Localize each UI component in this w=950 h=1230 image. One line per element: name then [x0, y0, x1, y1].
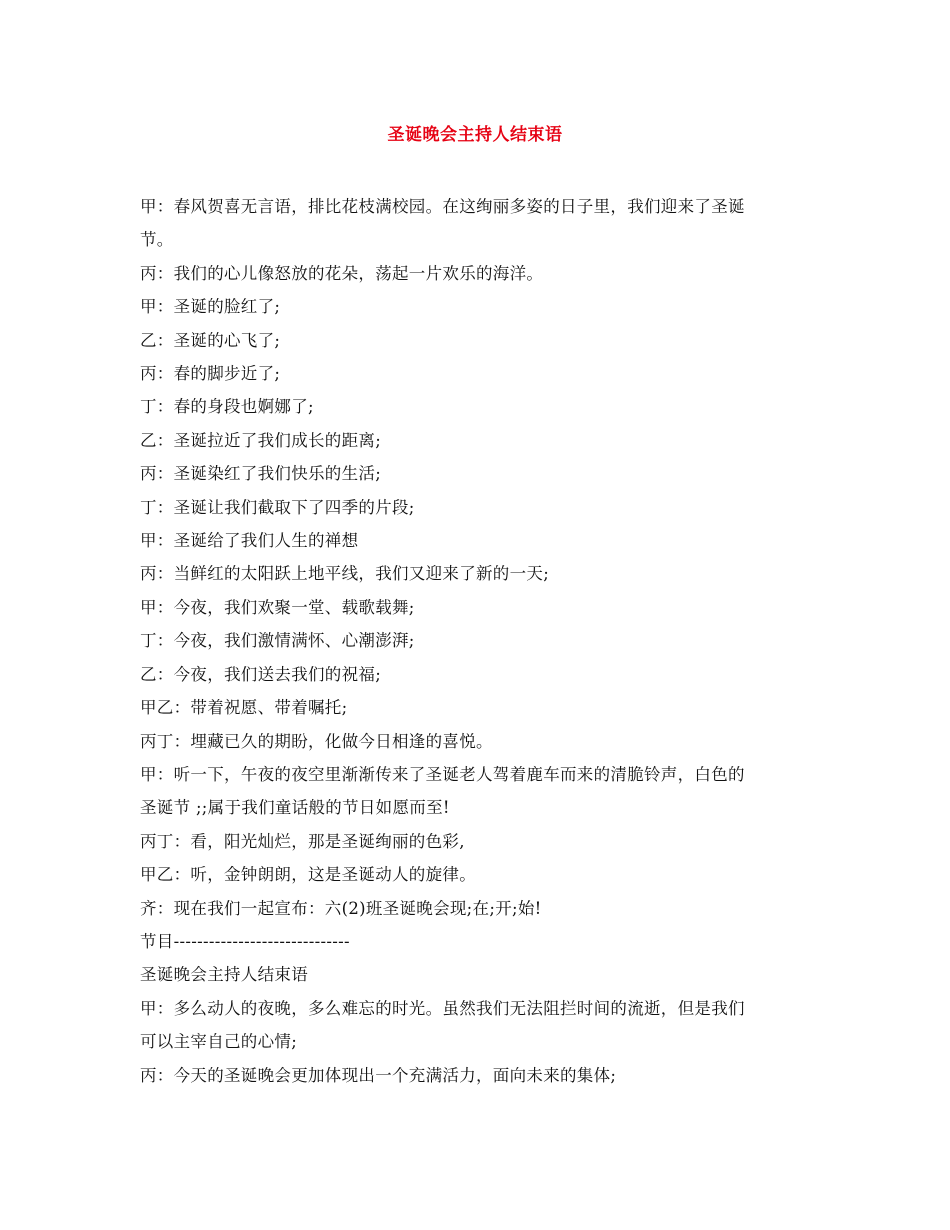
text-line: 丙：圣诞染红了我们快乐的生活;: [140, 464, 382, 484]
text-line: 丁：今夜，我们激情满怀、心潮澎湃;: [140, 631, 415, 651]
text-line: 甲乙：听，金钟朗朗，这是圣诞动人的旋律。: [140, 865, 476, 885]
text-line: 乙：圣诞拉近了我们成长的距离;: [140, 430, 382, 450]
text-line: 节目------------------------------: [140, 931, 350, 951]
text-line: 齐：现在我们一起宣布：六(2)班圣诞晚会现;在;开;始!: [140, 898, 542, 918]
text-line: 甲：圣诞的脸红了;: [140, 297, 281, 317]
document-title: 圣诞晚会主持人结束语: [387, 125, 563, 145]
text-line: 丙：今天的圣诞晚会更加体现出一个充满活力，面向未来的集体;: [140, 1065, 617, 1085]
text-line: 乙：圣诞的心飞了;: [140, 330, 281, 350]
document-body: [140, 190, 820, 1092]
text-line: 甲：春风贺喜无言语，排比花枝满校园。在这绚丽多姿的日子里，我们迎来了圣诞: [140, 197, 745, 216]
text-line: 甲：听一下，午夜的夜空里渐渐传来了圣诞老人驾着鹿车而来的清脆铃声，白色的: [140, 764, 745, 784]
text-line: 丙丁：埋藏已久的期盼，化做今日相逢的喜悦。: [140, 731, 493, 751]
text-line: 丙丁：看，阳光灿烂，那是圣诞绚丽的色彩,: [140, 831, 465, 851]
section-heading: 圣诞晚会主持人结束语: [140, 965, 308, 985]
text-line: 甲：今夜，我们欢聚一堂、载歌载舞;: [140, 597, 415, 617]
text-line: 甲乙：带着祝愿、带着嘱托;: [140, 698, 348, 718]
text-line: 丁：圣诞让我们截取下了四季的片段;: [140, 497, 415, 517]
text-line: 丙：当鲜红的太阳跃上地平线，我们又迎来了新的一天;: [140, 564, 550, 584]
text-line: 可以主宰自己的心情;: [140, 1032, 298, 1052]
text-line: 丙：春的脚步近了;: [140, 364, 281, 384]
text-line: 节。: [140, 230, 174, 250]
text-line: 甲：圣诞给了我们人生的禅想: [140, 531, 359, 551]
text-line: 甲：多么动人的夜晚，多么难忘的时光。虽然我们无法阻拦时间的流逝，但是我们: [140, 998, 745, 1018]
text-line: 丙：我们的心儿像怒放的花朵，荡起一片欢乐的海洋。: [140, 263, 544, 283]
text-line: 丁：春的身段也婀娜了;: [140, 397, 314, 417]
text-line: 圣诞节 ;;属于我们童话般的节日如愿而至!: [140, 798, 450, 818]
text-line: 乙：今夜，我们送去我们的祝福;: [140, 664, 382, 684]
